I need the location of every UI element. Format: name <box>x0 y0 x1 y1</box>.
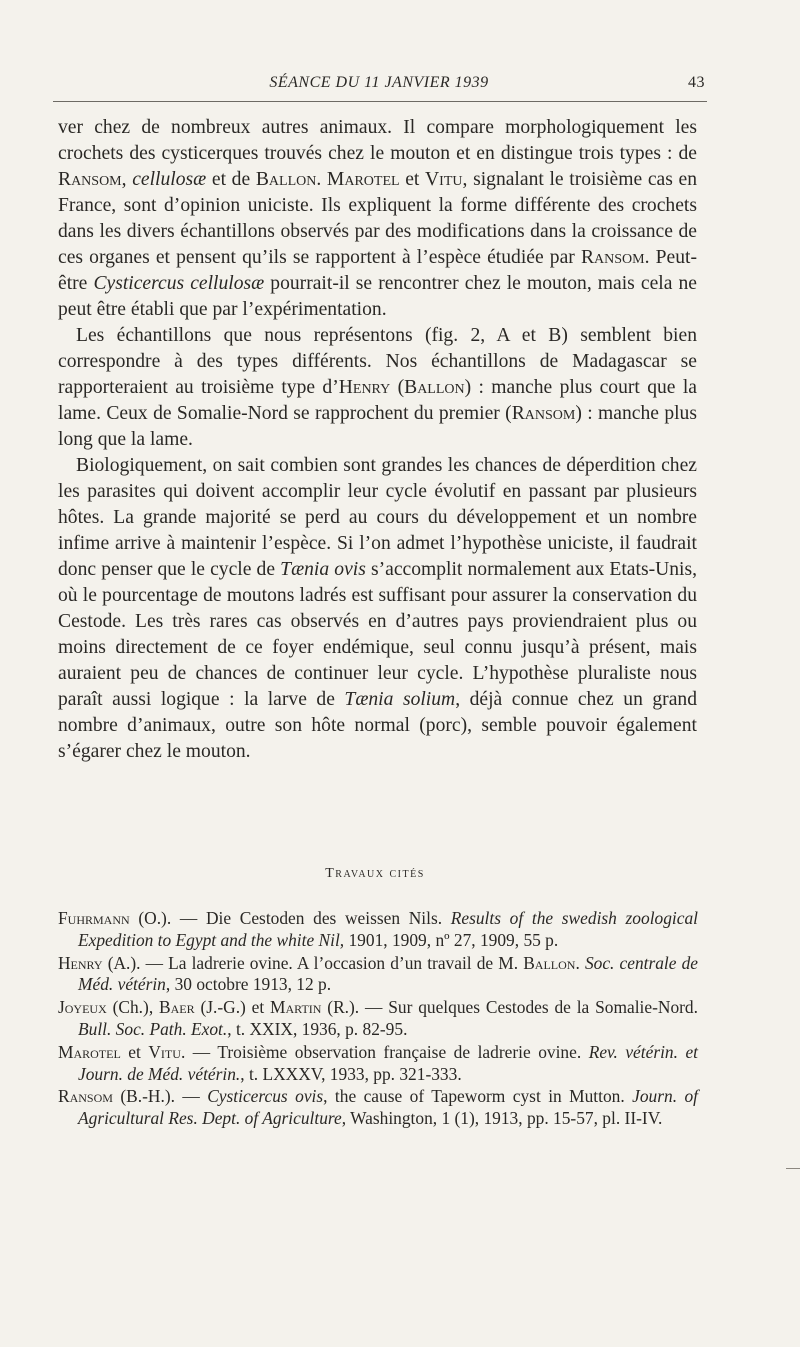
author-name: Ballon <box>404 377 465 398</box>
author-name: Fuhrmann <box>58 908 130 928</box>
text-run: (O.). — Die Cestoden des weissen Nils. <box>129 908 451 928</box>
header-rule <box>53 101 707 102</box>
text-run: , déjà connue chez un grand nombre d’animaux, outre son hôte normal (porc), semble pouvoir également s’égarer chez le mouton. <box>58 689 697 762</box>
author-name: Baer <box>159 997 195 1018</box>
italic-text: Tænia solium <box>344 689 456 710</box>
text-run: 1901, 1909, nº 27, 1909, 55 p. <box>344 929 559 950</box>
text-run: (Ch.), <box>106 997 159 1018</box>
references-list <box>58 908 698 1131</box>
body-text <box>58 115 697 765</box>
author-name: Ransom <box>511 403 576 424</box>
author-name: Marotel <box>58 1041 121 1062</box>
text-run: . Peut-être <box>58 247 697 294</box>
text-run: . — Troisième observation française de ladrerie ovine. <box>180 1041 589 1062</box>
text-run: , the cause of Tapeworm cyst in Mutton. <box>323 1086 633 1107</box>
paragraph <box>58 115 697 323</box>
page-number: 43 <box>688 74 705 91</box>
reference-item <box>58 1042 698 1086</box>
text-run: , <box>121 169 133 190</box>
italic-text: Soc. centrale de Méd. vétérin <box>78 952 699 995</box>
text-run: s’accomplit normalement aux Etats-Unis, où le pourcentage de moutons ladrés est suffisant pour assurer la conservation du Cestode. Les très rares cas observés en d’autres pays proviendraient plus ou moins directement de ce foyer endémique, seul connu jusqu’à présent, mais auraient peu de chances de continuer leur cycle. L’hypothèse pluraliste nous paraît aussi logique : la larve de <box>58 559 698 710</box>
paragraph <box>58 453 697 765</box>
margin-mark <box>786 1168 800 1169</box>
text-run: ) : manche plus court que la lame. Ceux de Somalie-Nord se rapprochent du premier ( <box>58 377 697 424</box>
paragraph <box>58 323 697 453</box>
italic-text: Journ. of Agricultural Res. Dept. of Agriculture <box>78 1086 699 1129</box>
italic-text: Rev. vétérin. et Journ. de Méd. vétérin. <box>78 1041 699 1084</box>
text-run: et <box>399 169 426 190</box>
text-run: ver chez de nombreux autres animaux. Il compare morphologiquement les crochets des cysticerques trouvés chez le mouton et en distingue trois types : de <box>58 117 697 164</box>
author-name: Ransom <box>58 169 122 190</box>
italic-text: Tænia ovis <box>280 559 366 580</box>
author-name: Ballon <box>523 952 576 973</box>
italic-text: cellulosæ <box>132 169 207 190</box>
text-run: et <box>120 1041 149 1062</box>
text-run: ( <box>390 377 405 398</box>
references-heading: Travaux cités <box>325 866 425 881</box>
text-run: , t. XXIX, 1936, p. 82-95. <box>227 1018 408 1039</box>
author-name: Henry <box>58 952 103 973</box>
author-name: Joyeux <box>58 997 107 1018</box>
text-run: , Washington, 1 (1), 1913, pp. 15-57, pl. II-IV. <box>341 1108 663 1129</box>
text-run: Les échantillons que nous représentons (fig. 2, A et B) semblent bien correspondre à des types différents. Nos échantillons de Madagascar se rapporteraient au troisième type d’ <box>58 325 697 398</box>
text-run: (B.-H.). — <box>112 1086 208 1107</box>
italic-text: Results of the swedish zoological Expedition to Egypt and the white Nil, <box>78 908 699 950</box>
reference-item <box>58 953 698 997</box>
text-run: pourrait-il se rencontrer chez le mouton, mais cela ne peut être établi que par l’expérimentation. <box>58 273 697 320</box>
author-name: Vitu <box>425 169 463 190</box>
author-name: Ransom <box>58 1086 113 1107</box>
text-run: , 30 octobre 1913, 12 p. <box>165 974 332 995</box>
text-run: (R.). — Sur quelques Cestodes de la Somalie-Nord. <box>321 997 698 1018</box>
author-name: Ballon <box>255 169 317 190</box>
author-name: Vitu <box>148 1041 181 1062</box>
italic-text: Cysticercus ovis <box>207 1086 324 1107</box>
reference-item <box>58 997 698 1041</box>
reference-item <box>58 908 698 952</box>
author-name: Ransom <box>580 247 645 268</box>
text-run: Biologiquement, on sait combien sont grandes les chances de déperdition chez les parasites qui doivent accomplir leur cycle évolutif en passant par plusieurs hôtes. La grande majorité se perd au cours du développement et un nombre infime arrive à maintenir l’espèce. Si l’on admet l’hypothèse uniciste, il faudrait donc penser que le cycle de <box>58 455 697 580</box>
italic-text: Bull. Soc. Path. Exot. <box>78 1018 228 1039</box>
author-name: Henry <box>338 377 391 398</box>
italic-text: Cysticercus cellulosæ <box>93 273 265 294</box>
reference-item <box>58 1086 698 1130</box>
text-run: . <box>316 169 327 190</box>
author-name: Marotel <box>326 169 400 190</box>
text-run: , signalant le troisième cas en France, sont d’opinion uniciste. Ils expliquent la forme différente des crochets dans les divers échantillons observés par des modifications dans la croissance de ces organes et pensent qu’ils se rapportent à l’espèce étudiée par <box>58 169 698 268</box>
author-name: Martin <box>270 997 322 1018</box>
text-run: ) : manche plus long que la lame. <box>58 403 697 450</box>
text-run: . <box>575 952 585 973</box>
running-title: SÉANCE DU 11 JANVIER 1939 <box>269 74 489 91</box>
text-run: (A.). — La ladrerie ovine. A l’occasion d’un travail de M. <box>102 952 524 973</box>
text-run: , t. LXXXV, 1933, pp. 321-333. <box>240 1063 462 1084</box>
text-run: et de <box>206 169 256 190</box>
text-run: (J.-G.) et <box>194 997 271 1018</box>
running-header <box>53 74 705 98</box>
